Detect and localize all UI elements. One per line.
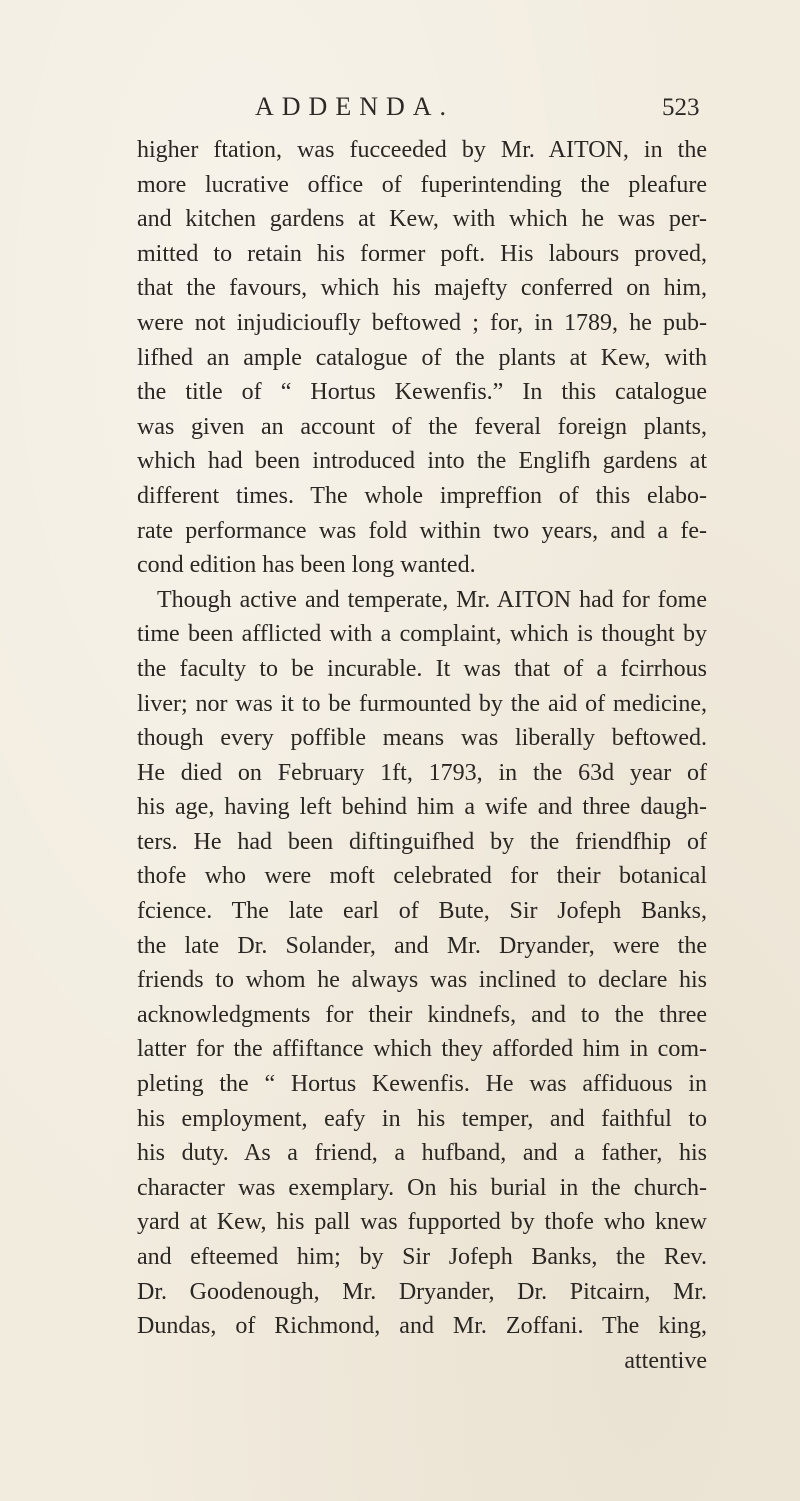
text-line: rate performance was fold within two years, and a fe- bbox=[137, 517, 707, 544]
text-line: acknowledgments for their kindnefs, and to the three bbox=[137, 1001, 707, 1028]
catchword: attentive bbox=[624, 1347, 707, 1374]
text-line: his age, having left behind him a wife and three daugh- bbox=[137, 794, 707, 821]
text-line: ters. He had been diftinguifhed by the friendfhip of bbox=[137, 828, 707, 855]
text-line: fcience. The late earl of Bute, Sir Jofeph Banks, bbox=[137, 898, 707, 925]
running-head: ADDENDA. bbox=[255, 92, 455, 121]
text-line: liver; nor was it to be furmounted by the aid of medicine, bbox=[137, 690, 707, 717]
text-line: thofe who were moft celebrated for their botanical bbox=[137, 863, 707, 890]
text-line: cond edition has been long wanted. bbox=[137, 552, 476, 579]
page-number: 523 bbox=[662, 94, 700, 121]
text-line: higher ftation, was fucceeded by Mr. AITON, in the bbox=[137, 137, 707, 163]
text-line: more lucrative office of fuperintending the pleafure bbox=[137, 171, 707, 198]
text-line: different times. The whole impreffion of this elabo- bbox=[137, 482, 707, 509]
text-line: lifhed an ample catalogue of the plants at Kew, with bbox=[137, 344, 707, 371]
text-line: that the favours, which his majefty conferred on him, bbox=[137, 275, 707, 302]
text-line: which had been introduced into the Englifh gardens at bbox=[137, 448, 707, 475]
text-line: and efteemed him; by Sir Jofeph Banks, the Rev. bbox=[137, 1244, 707, 1270]
text-line: though every poffible means was liberally beftowed. bbox=[137, 725, 707, 752]
text-line: friends to whom he always was inclined to declare his bbox=[137, 967, 707, 994]
text-line: was given an account of the feveral foreign plants, bbox=[137, 413, 707, 440]
text-line: the title of “ Hortus Kewenfis.” In this catalogue bbox=[137, 379, 707, 406]
text-line: his duty. As a friend, a hufband, and a father, his bbox=[137, 1140, 707, 1167]
text-line: his employment, eafy in his temper, and faithful to bbox=[137, 1105, 707, 1132]
text-line: yard at Kew, his pall was fupported by thofe who knew bbox=[137, 1209, 707, 1236]
text-line: Dr. Goodenough, Mr. Dryander, Dr. Pitcairn, Mr. bbox=[137, 1278, 707, 1305]
text-line: He died on February 1ft, 1793, in the 63d year of bbox=[137, 759, 707, 786]
text-line: and kitchen gardens at Kew, with which he was per- bbox=[137, 206, 707, 233]
text-line: character was exemplary. On his burial in the church- bbox=[137, 1174, 707, 1201]
text-line: pleting the “ Hortus Kewenfis. He was affiduous in bbox=[137, 1071, 707, 1098]
text-line: latter for the affiftance which they afforded him in com- bbox=[137, 1036, 707, 1063]
body-text bbox=[137, 133, 707, 1378]
text-line: Dundas, of Richmond, and Mr. Zoffani. The king, bbox=[137, 1313, 707, 1340]
paragraph-start-line: Though active and temperate, Mr. AITON had for fome bbox=[157, 586, 707, 613]
text-line: mitted to retain his former poft. His labours proved, bbox=[137, 240, 707, 267]
text-line: time been afflicted with a complaint, which is thought by bbox=[137, 621, 707, 648]
text-line: were not injudicioufly beftowed ; for, in 1789, he pub- bbox=[137, 309, 707, 336]
text-line: the late Dr. Solander, and Mr. Dryander, were the bbox=[137, 932, 707, 959]
text-line: the faculty to be incurable. It was that of a fcirrhous bbox=[137, 655, 707, 682]
